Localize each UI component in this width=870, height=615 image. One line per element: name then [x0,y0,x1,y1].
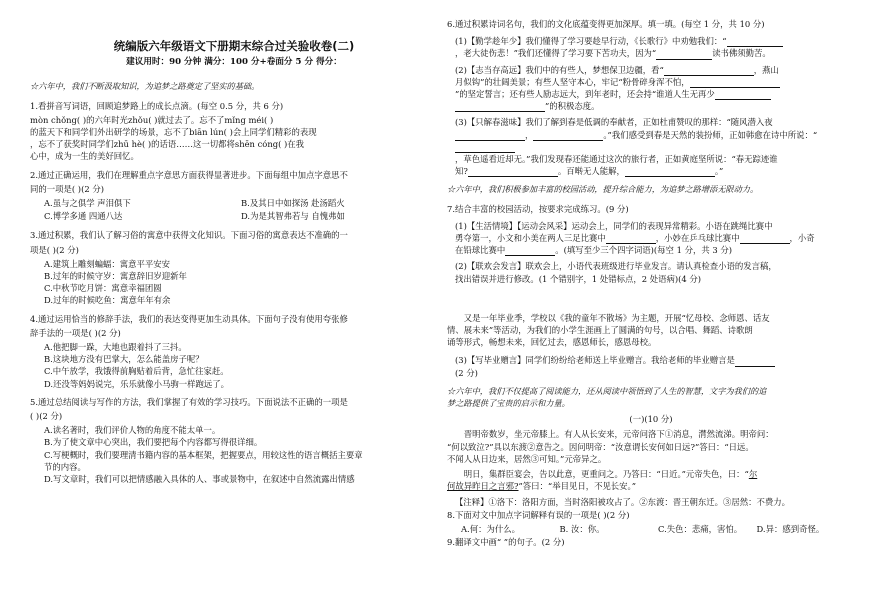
q7-sub-1: (1)【生活情境】【运动会风采】运动会上，同学们的表现异常精彩。小语在跳绳比赛中 勇夺第一，小文和小美在两人三足比赛中 ，小妙在乒乓球比赛中 ，小奇 在铅球比赛中 。(填写至少三个四字词语)(每空 1 分，共 3 分) [455,220,815,256]
q2-options-row [44,210,438,222]
answer-blank[interactable] [455,144,515,153]
answer-blank[interactable] [468,168,558,177]
option-d[interactable]: D.写文章时，我们可以把情感融入具体的人、事或景物中，在叙述中自然流露出情感 [44,474,355,485]
option-d[interactable]: D.异：感到奇怪。 [756,523,825,534]
question-8-stem: 8.下面对文中加点字词解释有误的一项是( )(2 分) [447,509,630,520]
question-3 [30,229,438,306]
question-4-stem-cont: 辞手法的一项是( )(2 分) [30,327,121,338]
option-a[interactable]: A.何：为什么。 [461,523,520,534]
option-b[interactable]: B.及其日中如探汤 赴汤蹈火 [241,198,345,209]
question-2 [30,169,438,223]
answer-blank[interactable] [727,38,783,47]
option-a[interactable]: A.建筑上雕刻蝙蝠：寓意平平安安 [44,258,170,269]
q1-line: 的蓝天下和同学们外出研学的场景，忘不了biān lún( )会上同学们精彩的表现 [30,127,317,138]
speech-draft: 又是一年毕业季，学校以《我的童年不散场》为主题，开展“忆母校、念师恩、话友 情、展未来”等活动，为我们的小学生涯画上了圆满的句号，以合唱、舞蹈、诗歌朗 诵等形式，畅想未来，回忆过去，感恩师长，感恩母校。 [447,312,770,348]
section-note: ☆六年中，我们不仅提高了阅读能力，还从阅读中领悟到了人生的智慧，文字为我们的追 梦之路提供了宝贵的启示和力量。 [447,385,767,409]
option-a[interactable]: A.读名著时，我们评价人物的角度不能太单一。 [44,425,221,436]
question-1 [30,100,438,163]
question-6 [447,18,855,196]
option-b[interactable]: B.这块地方没有巴掌大，怎么能盖房子呢？ [44,354,204,365]
answer-blank[interactable] [606,235,656,244]
question-5 [30,396,438,485]
reading-section [447,385,855,548]
option-b[interactable]: B. 汝：你。 [559,523,605,534]
answer-blank[interactable] [455,132,525,141]
answer-blank[interactable] [735,358,775,367]
option-a[interactable]: A.他把脚一跺，大地也跟着抖了三抖。 [44,342,187,353]
answer-blank[interactable] [625,168,715,177]
question-2-stem: 2.通过正确运用，我们在理解重点字意思方面获得显著进步。下面每组中加点字意思不 [30,169,348,180]
section-note: ☆六年中，我们积极参加丰富的校园活动，提升综合能力，为追梦之路增添无限动力。 [447,184,759,195]
answer-blank[interactable] [740,235,790,244]
option-c[interactable]: C.中秋节吃月饼：寓意幸福团圆 [44,283,162,294]
q1-line: ，忘不了获奖时同学们zhū hè( )的话语……这一切都将shēn cóng( )在我 [30,139,305,150]
q8-options-row [461,523,855,535]
option-c-cont: 节的内容。 [44,461,86,472]
option-c[interactable]: C.写梗概时，我们要理清书籍内容的基本框架，把握要点，用较这性的语言概括主要章 [44,449,363,460]
question-4 [30,313,438,390]
option-b[interactable]: B.为了使文章中心突出，我们要把每个内容都写得很详细。 [44,437,263,448]
reading-note: 【注释】①洛下：洛阳方面，当时洛阳被攻占了。②东渡：晋王朝东迁。③居然：不费力。 [455,496,790,507]
option-c[interactable]: C.博学多通 四通八达 [44,211,123,222]
question-3-stem: 3.通过积累，我们认了解习俗的寓意中获得文化知识。下面习俗的寓意表达不准确的一 [30,230,348,241]
question-6-stem: 6.通过积累诗词名句，我们的文化底蕴变得更加深厚。填一填。(每空 1 分，共 10 分) [447,19,765,29]
exam-meta: 建议用时：90 分钟 满分：100 分+卷面分 5 分 得分： [126,57,342,68]
q6-sub-2: (2)【志当存高远】我们中的有些人，梦想保卫边疆，看“ ，燕山 月似钩”的壮阔美景；有些人坚守本心，牢记“粉骨碎身浑不怕， ”的坚定誓言；还有些人励志远大，到年老时，还会持“谁道人生无再少 ”的积极态度。 [455,64,779,112]
answer-blank[interactable] [533,132,603,141]
option-d[interactable]: D.还没等妈妈说完，乐乐就像小马驹一样跑远了。 [44,378,229,389]
option-b[interactable]: B.过年的时候守岁：寓意辞旧岁迎新年 [44,271,187,282]
answer-blank[interactable] [715,91,771,100]
question-7 [447,203,855,379]
reading-section-title: (一)(10 分) [629,414,673,425]
q2-options-row [44,197,438,209]
q1-line: 心中，成为一生的美好回忆。 [30,151,139,162]
answer-blank[interactable] [505,247,555,256]
reading-paragraph-1: 晋明帝数岁，坐元帝膝上。有人从长安来，元帝问洛下①消息，潸然流涕。明帝问： “何以致泣?”具以东渡②意告之。因问明帝：“汝意谓长安何如日远?”答曰：“日远。 不闻人从日边来，居然③可知。”元帝异之。 [447,429,774,464]
question-5-stem-cont: ( )(2 分) [30,411,63,422]
question-2-stem-cont: 同的一项是( )(2 分) [30,183,104,194]
q1-line: mòn chǒng( )的六年时光zhǒu( )就过去了。忘不了mǐng méi( ) [30,114,274,125]
q6-sub-3: (3)【只解春滋味】我们了解到春是低调的奉献者，正如杜甫赞叹的那样：“随风潜入夜 ， 。”我们感受到春是天然的装扮师，正如韩愈在诗中所说：“ ，草色遥看近却无。”我们发现春还能通过这次的旅行者，正如黄庭坚所说：“春无踪迹谁 知? 。百啭无人能解， 。” [455,117,818,177]
reading-paragraph-2: 明日，集群臣宴会，告以此意，更重问之。乃答曰：“日近。”元帝失色，曰：“尔 何故异昨日之言邪?”答曰：“举目见日，不见长安。” [447,469,758,492]
section-intro: ☆六年中，我们不断汲取知识，为追梦之路奠定了坚实的基础。 [30,81,260,92]
left-column [30,18,438,485]
question-3-stem-cont: 项是( )(2 分) [30,244,79,255]
question-1-stem: 1.看拼音写词语，回顾追梦路上的成长点滴。(每空 0.5 分，共 6 分) [30,100,284,111]
question-5-stem: 5.通过总结阅读与写作的方法，我们掌握了有效的学习技巧。下面说法不正确的一项是 [30,396,348,407]
exam-title: 统编版六年级语文下册期末综合过关验收卷(二) [113,39,355,53]
option-c[interactable]: C.失色：悲痛，害怕。 [658,523,743,534]
option-a[interactable]: A.虽与之俱学 声泪俱下 [44,198,131,209]
answer-blank[interactable] [455,103,545,112]
option-d[interactable]: D.过年的时候吃鱼：寓意年年有余 [44,295,171,306]
answer-blank[interactable] [656,51,712,60]
answer-blank[interactable] [690,79,780,88]
answer-blank[interactable] [664,67,754,76]
option-c[interactable]: C.中午放学，我饿得前胸贴着后背，急忙往家赶。 [44,366,229,377]
question-7-stem: 7.结合丰富的校园活动，按要求完成练习。(9 分) [447,203,629,214]
question-4-stem: 4.通过运用恰当的修辞手法，我们的表达变得更加生动具体。下面句子没有使用夸张修 [30,313,348,324]
q6-sub-1: (1)【勤学趁年少】我们懂得了学习要趁早行动，《长歌行》中劝勉我们：“ ，老大徒伤悲！”我们还懂得了学习要下苦功夫，因为“ 读书佛须勤苦。 [455,35,855,59]
q7-sub-2: (2)【联欢会发言】联欢会上，小语代表班级进行毕业发言。请认真检查小语的发言稿， 找出错误并进行修改。(1 个错别字，1 处错标点，2 处语病)(4 分) [455,261,777,284]
option-d[interactable]: D.为是其智弗若与 自愧弗如 [241,211,345,222]
right-column [447,18,855,550]
question-9-stem: 9.翻译文中画“ ”的句子。(2 分) [447,537,565,548]
q7-sub-3: (3)【写毕业赠言】同学们纷纷给老师送上毕业赠言。我给老师的毕业赠言是 (2 分) [455,354,855,378]
